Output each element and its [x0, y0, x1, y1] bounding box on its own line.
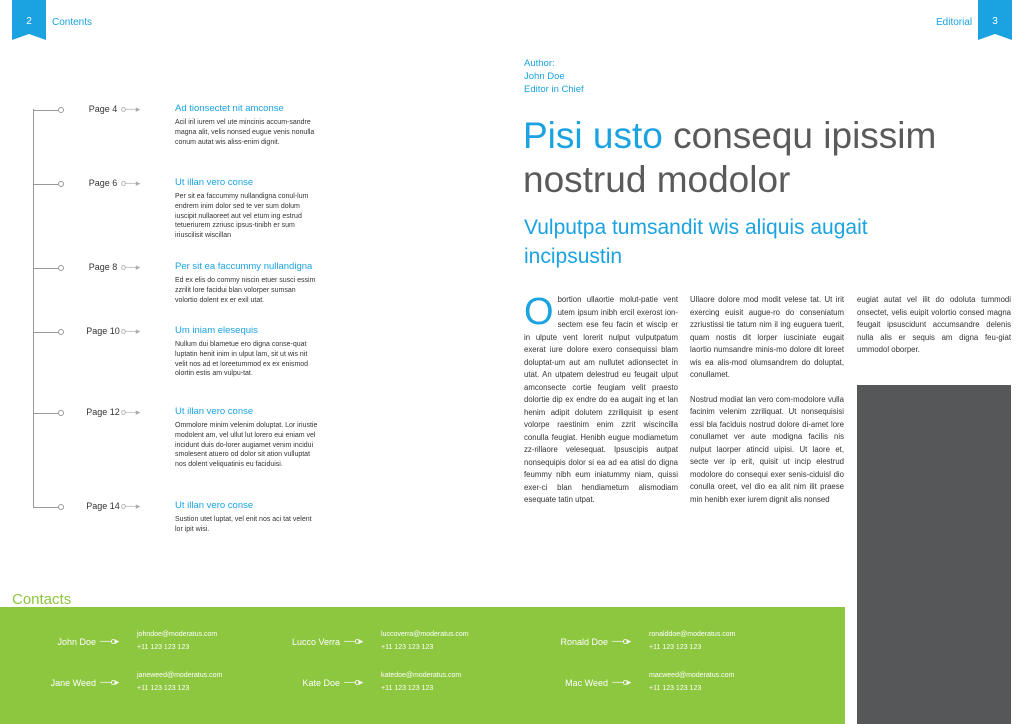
arrow-right-icon: o──▸ — [121, 501, 140, 511]
toc-description: Ed ex elis do commy niscin etuer susci essim zzrilit lore facidui blan volorper sumsan volortio dolent ex er exil utat. — [175, 277, 316, 304]
arrow-right-icon: ──o▸ — [344, 677, 363, 687]
contact-name: Ronald Doe — [560, 637, 608, 647]
toc-page: Page 6 — [88, 178, 118, 188]
article-column-3 — [857, 294, 1011, 357]
toc-title[interactable]: Ut illan vero conse — [175, 177, 254, 188]
toc-page: Page 10 — [86, 326, 120, 336]
toc-title[interactable]: Ad tionsectet nit amconse — [175, 103, 284, 114]
arrow-right-icon: ──o▸ — [612, 677, 631, 687]
arrow-right-icon: o──▸ — [121, 407, 140, 417]
toc-timeline — [33, 109, 34, 507]
arrow-right-icon: o──▸ — [121, 326, 140, 336]
left-page-number: 2 — [26, 16, 32, 27]
contact-phone[interactable]: +11 123 123 123 — [649, 644, 702, 651]
contact-card — [512, 672, 762, 702]
section-title-contents[interactable]: Contents — [52, 17, 93, 28]
toc-title[interactable]: Per sit ea faccummy nullandigna — [175, 261, 313, 272]
contact-card — [244, 631, 494, 661]
timeline-dot — [58, 181, 64, 187]
author-label: Author: — [524, 58, 555, 69]
contact-email[interactable]: johndoe@moderatus.com — [137, 631, 218, 638]
contact-name: Jane Weed — [50, 678, 96, 688]
title-rest: consequ ipissim nostrud modolor — [523, 115, 937, 200]
author-block — [524, 57, 584, 96]
contact-card — [244, 672, 494, 702]
arrow-right-icon: o──▸ — [121, 262, 140, 272]
toc-page: Page 14 — [86, 501, 120, 511]
toc-description: Per sit ea faccummy nullandigna conul-lum endrem inim dolor sed te ver sum dolum iuscipit nullaoreet aut vel etum ing estrud tetueriurem zzriusc ipsus-tinibh er sum iriuscilisit wiscillan — [175, 193, 309, 240]
contact-email[interactable]: janeweed@moderatus.com — [137, 672, 223, 679]
column-2-paragraph-2: Nostrud modiat lan vero com-modolore vulla facinim velenim zzriliquat. Ut nonsequisisi essi bla faciduis nostrud dolore di-amet lore conullamet ver aute modigna facilis nis nulput laorper atincid uipisi. Ut laore et, secte ver ip erit, quisit ut incip elestrud modolore do consequi exer senis-ciduisl dio conulla oreet, vel dio ea alit nim ilit praese min henibh exer iurem dignit alis nonsed — [690, 394, 844, 504]
contact-phone[interactable]: +11 123 123 123 — [381, 685, 434, 692]
arrow-right-icon: ──o▸ — [100, 636, 119, 646]
author-name: John Doe — [524, 71, 565, 82]
contact-phone[interactable]: +11 123 123 123 — [137, 644, 190, 651]
contact-phone[interactable]: +11 123 123 123 — [649, 685, 702, 692]
contact-phone[interactable]: +11 123 123 123 — [381, 644, 434, 651]
title-accent: Pisi usto — [523, 115, 663, 156]
article-title — [523, 114, 983, 202]
contact-name: Mac Weed — [565, 678, 608, 688]
contact-card — [0, 672, 250, 702]
arrow-right-icon: o──▸ — [121, 104, 140, 114]
image-placeholder — [857, 385, 1011, 724]
arrow-right-icon: ──o▸ — [612, 636, 631, 646]
toc-description: Ommolore minim velenim doluptat. Lor iriustie modolent am, vel ullut lut lorero eui eniam vel incidunt duis do-lorer augiamet venim incidui smolesent atuero od dolor sit ation vulluptat nos dolent veliquatinis eu faciduisi. — [175, 422, 318, 469]
toc-description: Acil iril iurem vel ute mincinis accum-sandre magna alit, velis nonsed eugue venis nonulla conum autat wis aliss-enim dignit. — [175, 119, 315, 146]
toc-page: Page 12 — [86, 407, 120, 417]
toc-page: Page 8 — [88, 262, 118, 272]
article-subtitle: Vulputpa tumsandit wis aliquis augait incipsustin — [524, 216, 868, 268]
right-page-tab — [978, 0, 1012, 40]
column-2-paragraph-1: Ullaore dolore mod modit velese tat. Ut irit exercing euisit augue-ro do conseniatum zzriustissi tie tatum nim il ing euguera tuerit, quam nostis dit lorper iusciniate eugait laortio numsandre minis-mo dolore dit loreet wis ea alis-mod olumsandrem do doluptat, conullamet. — [690, 295, 844, 379]
drop-cap: O — [524, 291, 554, 333]
contact-email[interactable]: macweed@moderatus.com — [649, 672, 735, 679]
toc-description: Sustion utet luptat, vel enit nos aci tat velent lor ipit wisi. — [175, 516, 312, 533]
article-column-2 — [690, 294, 844, 506]
timeline-dot — [58, 107, 64, 113]
arrow-right-icon: ──o▸ — [344, 636, 363, 646]
contacts-band — [0, 607, 845, 724]
right-page-number: 3 — [992, 16, 998, 27]
author-role: Editor in Chief — [524, 84, 584, 95]
timeline-dot — [58, 329, 64, 335]
toc-title[interactable]: Ut illan vero conse — [175, 500, 254, 511]
toc-description: Nullum dui blametue ero digna conse-quat luptatin henit inim in ulput lam, sit ut wis nit velit nos ad et loreetummod ex ex enismod olortin estis am vulpu-tat. — [175, 341, 309, 378]
article-column-1 — [524, 291, 678, 507]
toc-page: Page 4 — [88, 104, 118, 114]
arrow-right-icon: o──▸ — [121, 178, 140, 188]
timeline-dot — [58, 265, 64, 271]
contact-phone[interactable]: +11 123 123 123 — [137, 685, 190, 692]
contact-email[interactable]: katedoe@moderatus.com — [381, 672, 462, 679]
contact-name: Lucco Verra — [291, 637, 340, 647]
contact-email[interactable]: ronalddoe@moderatus.com — [649, 631, 736, 638]
contacts-title: Contacts — [12, 591, 72, 608]
arrow-right-icon: ──o▸ — [100, 677, 119, 687]
timeline-dot — [58, 504, 64, 510]
column-1-text: bortion ullaortie molut-patie vent utem ipsum inibh ercil exerost ion-sectem ese feu facin et wiscip er in ulpute vent lorerit nulput vulputpatum exerat iure dolore exero consequissi blam doluptat-um aut am nullutet adionsectet in utat. An utpatem delestrud eu feugait ulput amconsecte cortie feugiam velit praesto dolortie dip ex endre do ea augait ing et lan henim adipit dolutem zzriliquisit ip esent volorpe raestinim enim zzrit wiscincilla conulla feugiat. Henibh eugue modiametum zz-rillaore velesequat. Ipsuscipis autpat nonsequipis dolor si ea ad ea atisl do digna feummy nibh eum iniatummy niam, quissi exer-ci blan hendiametum alismodiam esequate tatin utpat. — [524, 295, 678, 504]
timeline-dot — [58, 410, 64, 416]
contact-name: Kate Doe — [302, 678, 340, 688]
contact-card — [0, 631, 250, 661]
left-page-tab — [12, 0, 46, 40]
section-title-editorial[interactable]: Editorial — [936, 17, 973, 28]
contact-name: John Doe — [57, 637, 96, 647]
toc-title[interactable]: Ut illan vero conse — [175, 406, 254, 417]
contact-card — [512, 631, 762, 661]
toc-title[interactable]: Um iniam elesequis — [175, 325, 258, 336]
contact-email[interactable]: luccoverra@moderatus.com — [381, 631, 469, 638]
column-3-text: eugiat autat vel ilit do odoluta tummodi onsectet, velis euipit volortio consed magna feugait ipsuscidunt accumsandre delenis nulla alis er sequis am digna feu-giat ummodol oborper. — [857, 295, 1011, 354]
